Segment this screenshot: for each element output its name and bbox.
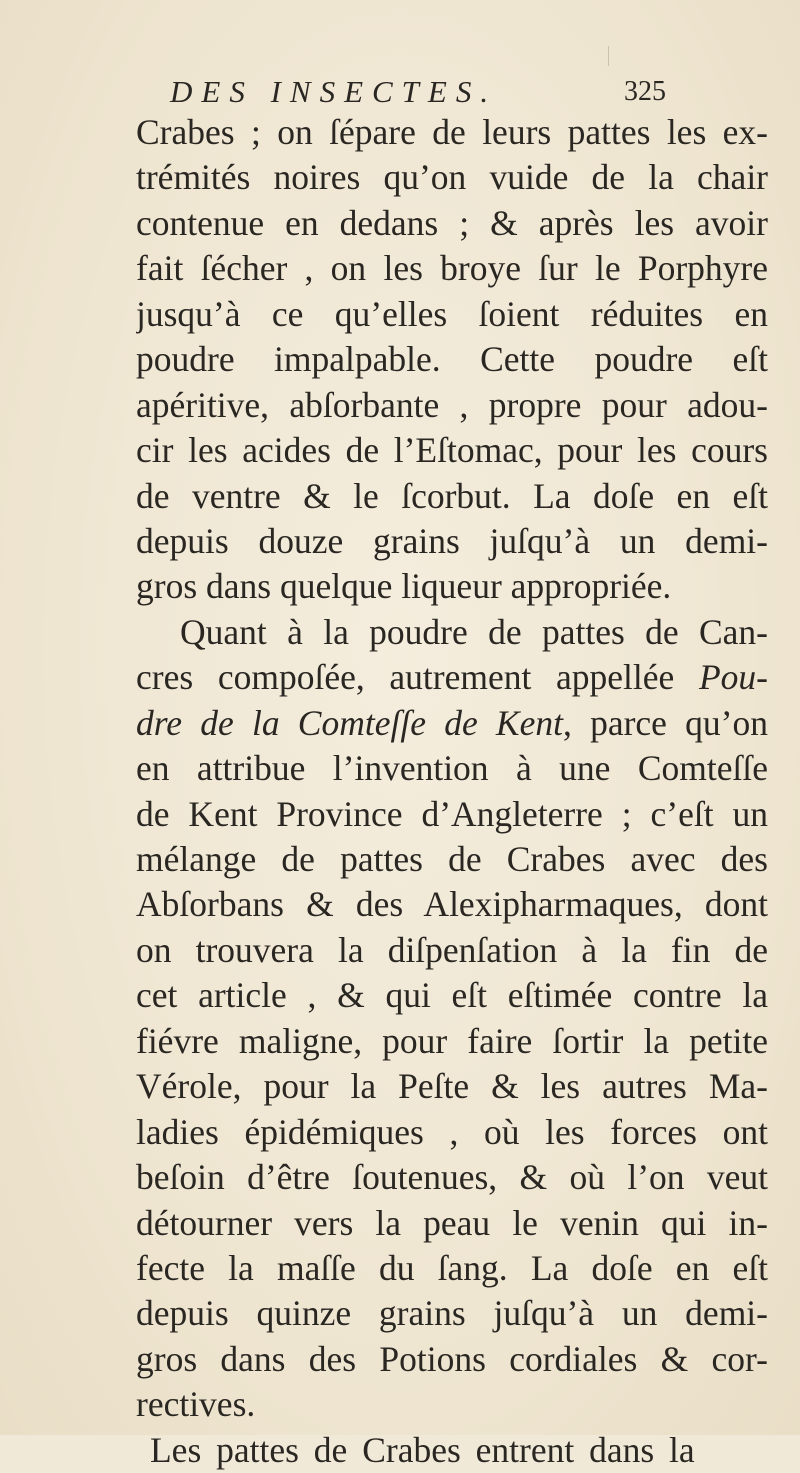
text-line-4: fait ſécher , on les broye ſur le Porphyre — [136, 248, 768, 289]
catchword-line: Les pattes de Crabes entrent dans la — [150, 1429, 695, 1470]
text-line-18: Abſorbans & des Alexipharmaques, dont — [136, 884, 768, 925]
text-line-9: de ventre & le ſcorbut. La doſe en eſt — [136, 475, 768, 516]
text-line-12: Quant à la poudre de pattes de Can- — [180, 611, 768, 652]
text-line-23: ladies épidémiques , où les forces ont — [136, 1111, 768, 1152]
text-line-13-roman: cres compoſée, autrement appellée — [136, 657, 699, 698]
text-line-15: en attribue l’invention à une Comteſſe — [136, 748, 768, 789]
text-line-20: cet article , & qui eſt eſtimée contre la — [136, 975, 768, 1016]
text-line-25: détourner vers la peau le venin qui in- — [136, 1202, 768, 1243]
text-line-22: Vérole, pour la Peſte & les autres Ma- — [136, 1066, 768, 1107]
text-line-17: mélange de pattes de Crabes avec des — [136, 839, 768, 879]
text-line-10: depuis douze grains juſqu’à un demi- — [136, 520, 768, 561]
text-line-5: jusqu’à ce qu’elles ſoient réduites en — [136, 293, 768, 334]
text-line-3: contenue en dedans ; & après les avoir — [136, 202, 768, 243]
page-header — [170, 70, 670, 114]
page-number: 325 — [624, 76, 666, 107]
text-line-14-italic: dre de la Comteſſe de Kent — [136, 702, 563, 743]
text-line-13 — [136, 655, 768, 700]
text-line-1: Crabes ; on ſépare de leurs pattes les ex- — [136, 112, 768, 152]
text-line-19: on trouvera la diſpenſation à la fin de — [136, 929, 768, 970]
text-line-13-italic: Pou- — [698, 657, 768, 698]
text-line-27: depuis quinze grains juſqu’à un demi- — [136, 1293, 768, 1334]
text-line-16: de Kent Province d’Angleterre ; c’eſt un — [136, 793, 768, 834]
text-line-2: trémités noires qu’on vuide de la chair — [136, 157, 768, 198]
text-line-8: cir les acides de l’Eſtomac, pour les cours — [136, 430, 768, 471]
text-line-6: poudre impalpable. Cette poudre eſt — [136, 339, 768, 380]
running-head: DES INSECTES. — [170, 74, 498, 109]
text-line-7: apéritive, abſorbante , propre pour adou- — [136, 384, 768, 425]
text-line-28: gros dans des Potions cordiales & cor- — [136, 1338, 768, 1379]
text-line-14-roman: , parce qu’on — [562, 702, 768, 743]
text-line-11: gros dans quelque liqueur appropriée. — [136, 566, 672, 607]
body-text — [136, 110, 768, 1473]
text-line-24: beſoin d’être ſoutenues, & où l’on veut — [136, 1157, 768, 1198]
text-line-14 — [136, 701, 768, 746]
text-line-26: fecte la maſſe du ſang. La doſe en eſt — [136, 1247, 768, 1288]
text-line-29: rectives. — [136, 1384, 256, 1425]
paper-mark — [608, 46, 619, 66]
text-line-21: fiévre maligne, pour faire ſortir la petite — [136, 1020, 768, 1061]
